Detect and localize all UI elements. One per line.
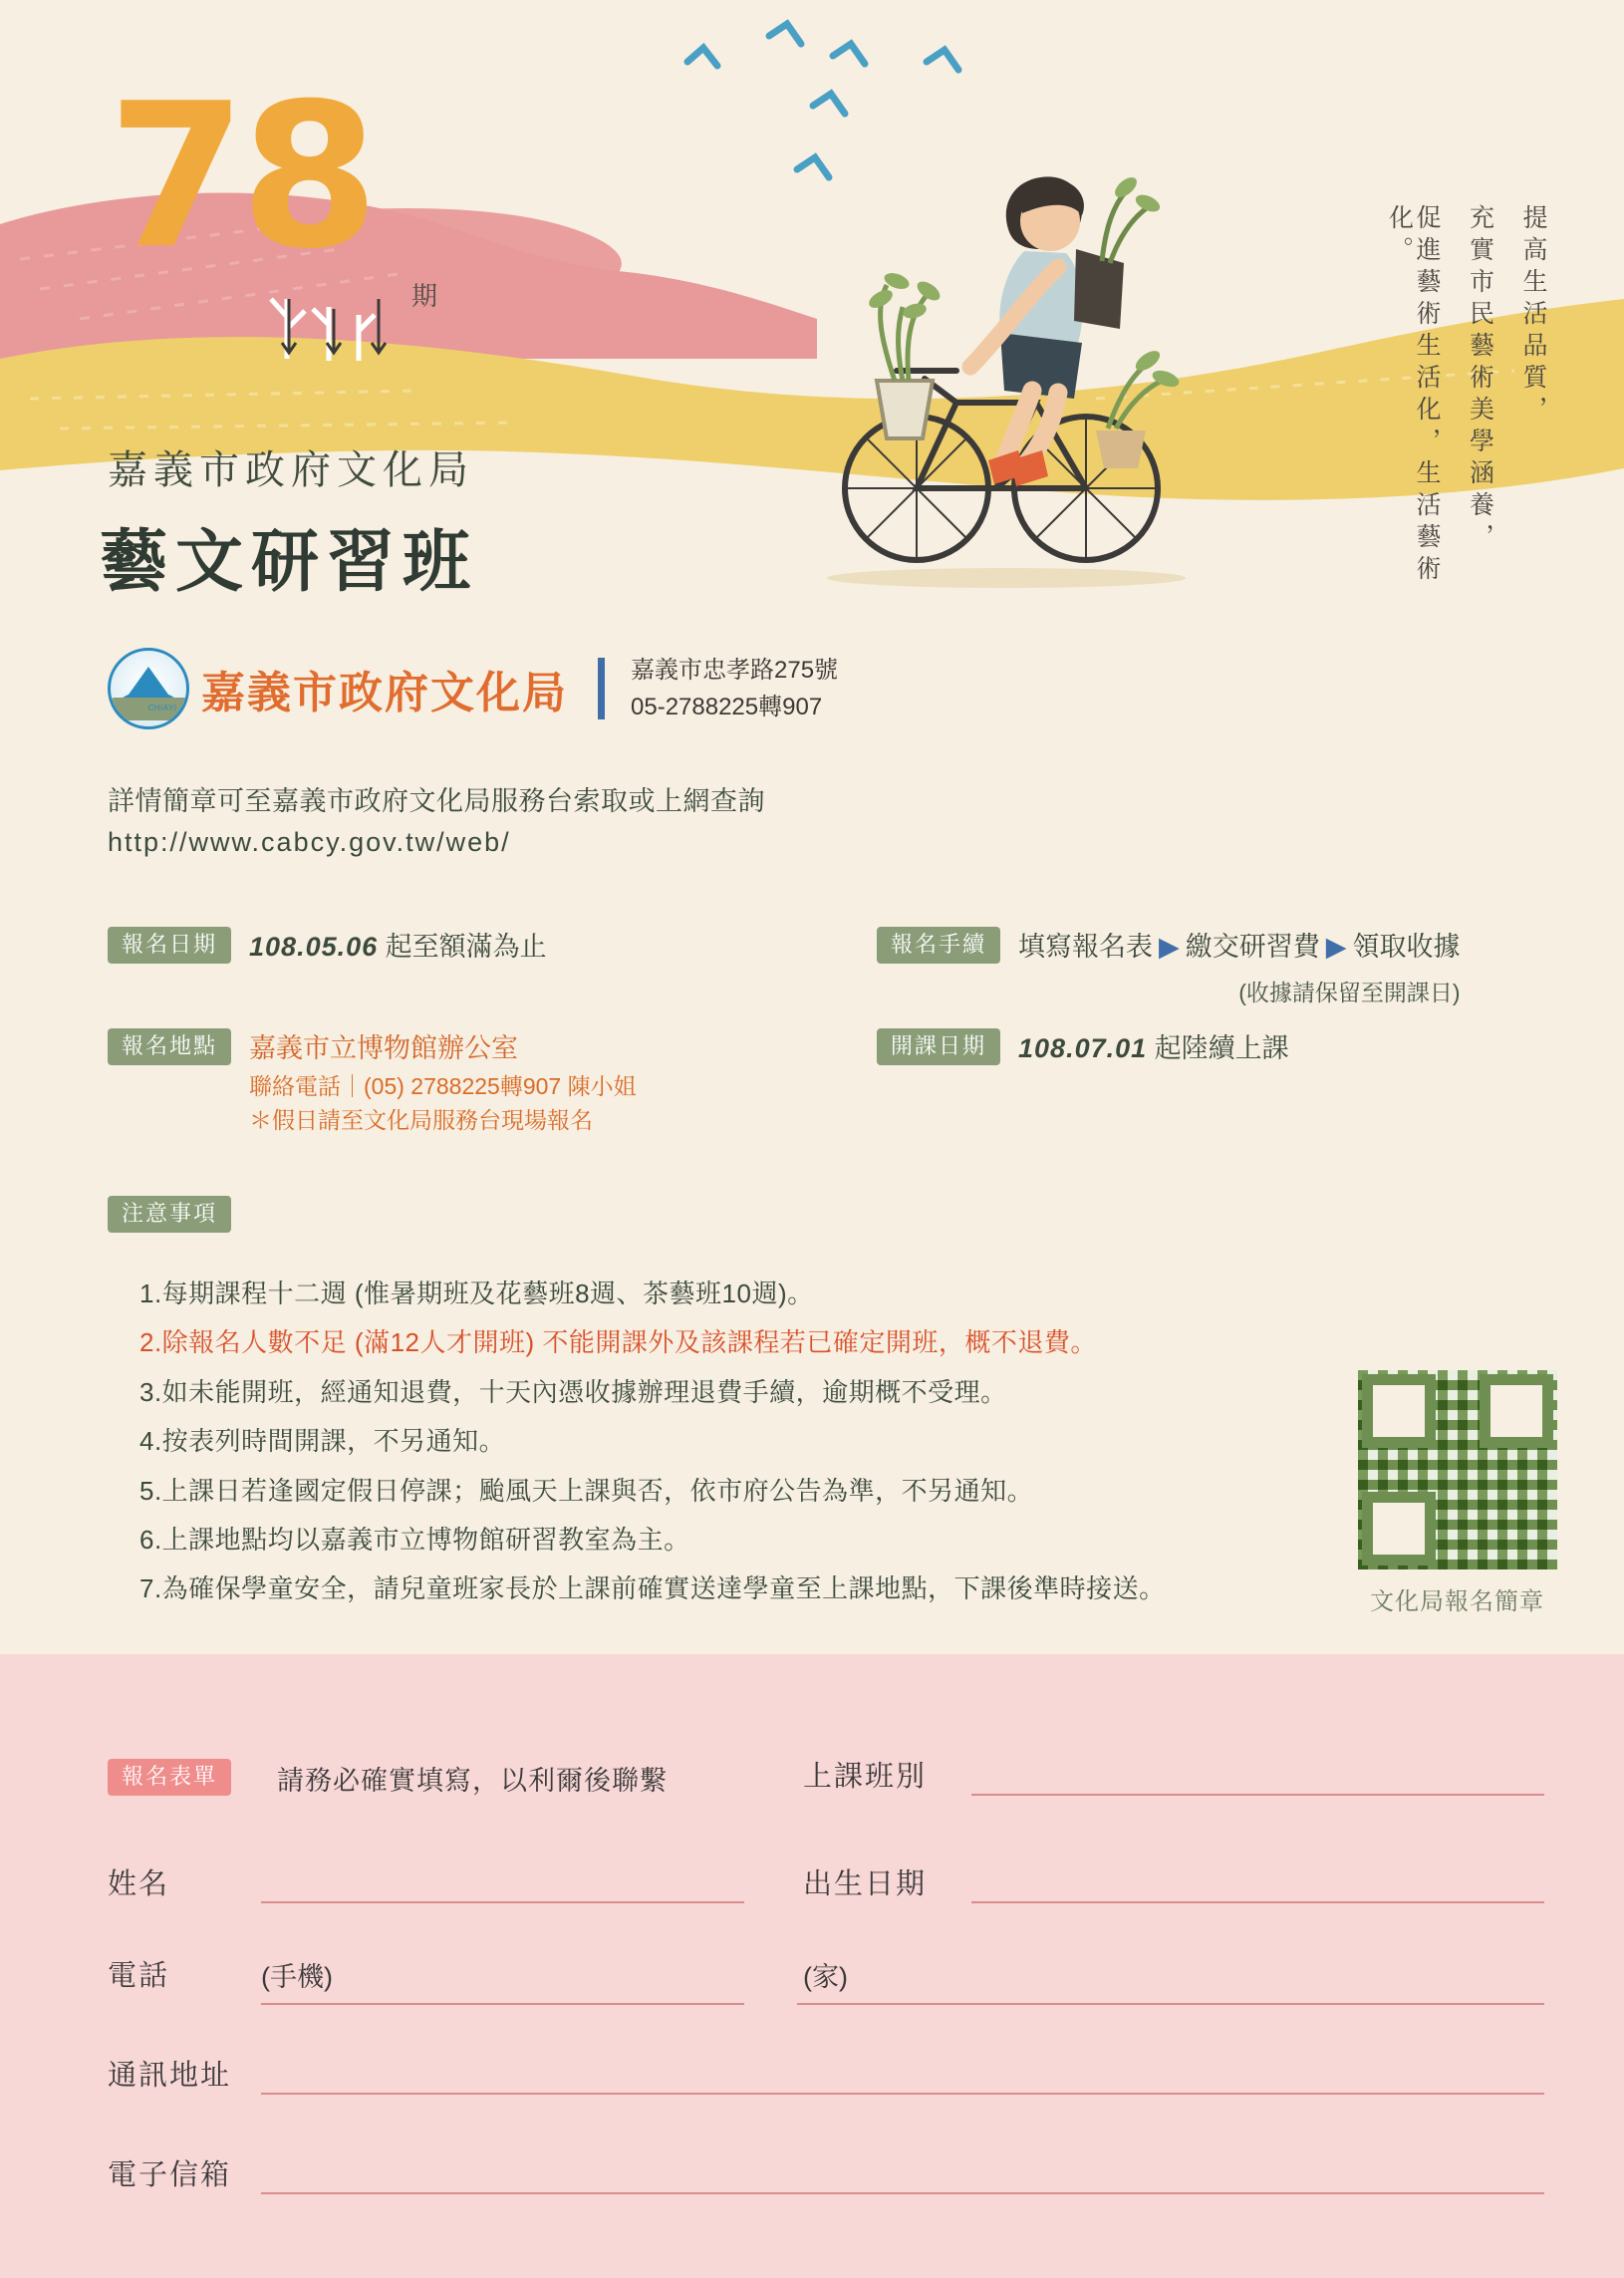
registration-date-tag: 報名日期 xyxy=(108,927,231,964)
class-start-date-tag: 開課日期 xyxy=(877,1028,1000,1065)
note-item-4: 4.按表列時間開課，不另通知。 xyxy=(139,1426,506,1457)
culture-bureau-logo-icon xyxy=(108,648,189,729)
notes-tag: 注意事項 xyxy=(108,1196,231,1233)
issue-unit-label: 期 xyxy=(411,281,438,311)
field-input-phone-home[interactable] xyxy=(797,2003,1544,2005)
registration-procedure-value xyxy=(1018,927,1461,1009)
field-input-name[interactable] xyxy=(261,1901,744,1903)
issue-number: 78 xyxy=(108,61,374,293)
registration-place-row xyxy=(108,1028,637,1138)
arrow-right-icon: ▶ xyxy=(1159,932,1180,962)
registration-place-tag: 報名地點 xyxy=(108,1028,231,1065)
field-input-email[interactable] xyxy=(261,2192,1544,2194)
registration-date-value xyxy=(249,927,547,968)
note-item-2: 2.除報名人數不足 (滿12人才開班) 不能開課外及該課程若已確定開班，概不退費。 xyxy=(139,1327,1097,1358)
logo-divider xyxy=(598,658,605,719)
logo-row xyxy=(108,648,838,729)
class-start-date-text: 起陸續上課 xyxy=(1147,1033,1289,1063)
registration-procedure-row xyxy=(877,927,1461,1009)
registration-place-line1: 嘉義市立博物館辦公室 xyxy=(249,1033,519,1063)
procedure-step-3: 領取收據 xyxy=(1352,932,1461,962)
registration-procedure-tag: 報名手續 xyxy=(877,927,1000,964)
info-detail-line: 詳情簡章可至嘉義市政府文化局服務台索取或上網查詢 xyxy=(108,786,765,816)
procedure-note: (收據請保留至開課日) xyxy=(1238,979,1461,1005)
field-label-address: 通訊地址 xyxy=(108,2060,232,2092)
contact-phone: 05-2788225轉907 xyxy=(631,694,823,720)
class-start-date-value xyxy=(1018,1028,1289,1069)
slogan-line-3: 促進藝術生活化，生活藝術化。 xyxy=(1385,204,1441,587)
field-prefix-mobile: (手機) xyxy=(261,1962,333,1992)
page-title: 藝文研習班 xyxy=(100,524,479,600)
contact-address: 嘉義市忠孝路275號 xyxy=(631,656,839,684)
field-label-phone: 電話 xyxy=(108,1960,170,1992)
field-label-class: 上課班別 xyxy=(803,1761,928,1793)
qr-code-icon[interactable] xyxy=(1358,1370,1557,1569)
field-label-email: 電子信箱 xyxy=(108,2159,232,2191)
contact-block xyxy=(631,652,838,725)
class-start-date-number: 108.07.01 xyxy=(1018,1033,1148,1063)
registration-form-hint: 請務必確實填寫，以利爾後聯繫 xyxy=(277,1766,668,1796)
organization-name: 嘉義市政府文化局 xyxy=(108,448,474,492)
field-prefix-home: (家) xyxy=(803,1962,848,1992)
field-input-birth[interactable] xyxy=(971,1901,1544,1903)
logo-wordmark: 嘉義市政府文化局 xyxy=(201,668,568,718)
field-label-birth: 出生日期 xyxy=(803,1868,928,1900)
note-item-5: 5.上課日若逢國定假日停課；颱風天上課與否，依市府公告為準，不另通知。 xyxy=(139,1475,1034,1506)
slogan-line-1: 提高生活品質， xyxy=(1519,204,1547,427)
registration-place-line2: 聯絡電話｜(05) 2788225轉907 陳小姐 xyxy=(249,1072,637,1099)
registration-date-text: 起至額滿為止 xyxy=(378,932,547,962)
notes-list xyxy=(100,1270,1385,1614)
registration-form-tag: 報名表單 xyxy=(108,1759,231,1796)
logo-badge-text: CHIAYI xyxy=(111,698,189,720)
qr-code-caption: 文化局報名簡章 xyxy=(1370,1588,1544,1615)
qr-code-block xyxy=(1350,1370,1564,1616)
arrow-right-icon-2: ▶ xyxy=(1325,932,1347,962)
note-item-1: 1.每期課程十二週 (惟暑期班及花藝班8週、茶藝班10週)。 xyxy=(139,1279,814,1308)
slogan-line-2: 充實市民藝術美學涵養， xyxy=(1466,204,1494,555)
field-label-name: 姓名 xyxy=(108,1868,170,1900)
registration-place-line3: ＊假日請至文化局服務台現場報名 xyxy=(249,1107,594,1133)
website-url[interactable]: http://www.cabcy.gov.tw/web/ xyxy=(108,827,511,857)
vertical-slogan xyxy=(1385,204,1546,623)
registration-date-row xyxy=(108,927,547,968)
procedure-step-1: 填寫報名表 xyxy=(1018,932,1154,962)
note-item-7: 7.為確保學童安全，請兒童班家長於上課前確實送達學童至上課地點，下課後準時接送。 xyxy=(139,1573,1166,1604)
note-item-3: 3.如未能開班，經通知退費，十天內憑收據辦理退費手續，逾期概不受理。 xyxy=(139,1376,1007,1407)
procedure-step-2: 繳交研習費 xyxy=(1185,932,1320,962)
class-start-date-row xyxy=(877,1028,1289,1069)
field-input-class[interactable] xyxy=(971,1794,1544,1796)
registration-place-value xyxy=(249,1028,637,1138)
field-input-address[interactable] xyxy=(261,2093,1544,2095)
note-item-6: 6.上課地點均以嘉義市立博物館研習教室為主。 xyxy=(139,1524,690,1555)
field-input-phone-mobile[interactable] xyxy=(261,2003,744,2005)
registration-date-number: 108.05.06 xyxy=(249,932,379,962)
